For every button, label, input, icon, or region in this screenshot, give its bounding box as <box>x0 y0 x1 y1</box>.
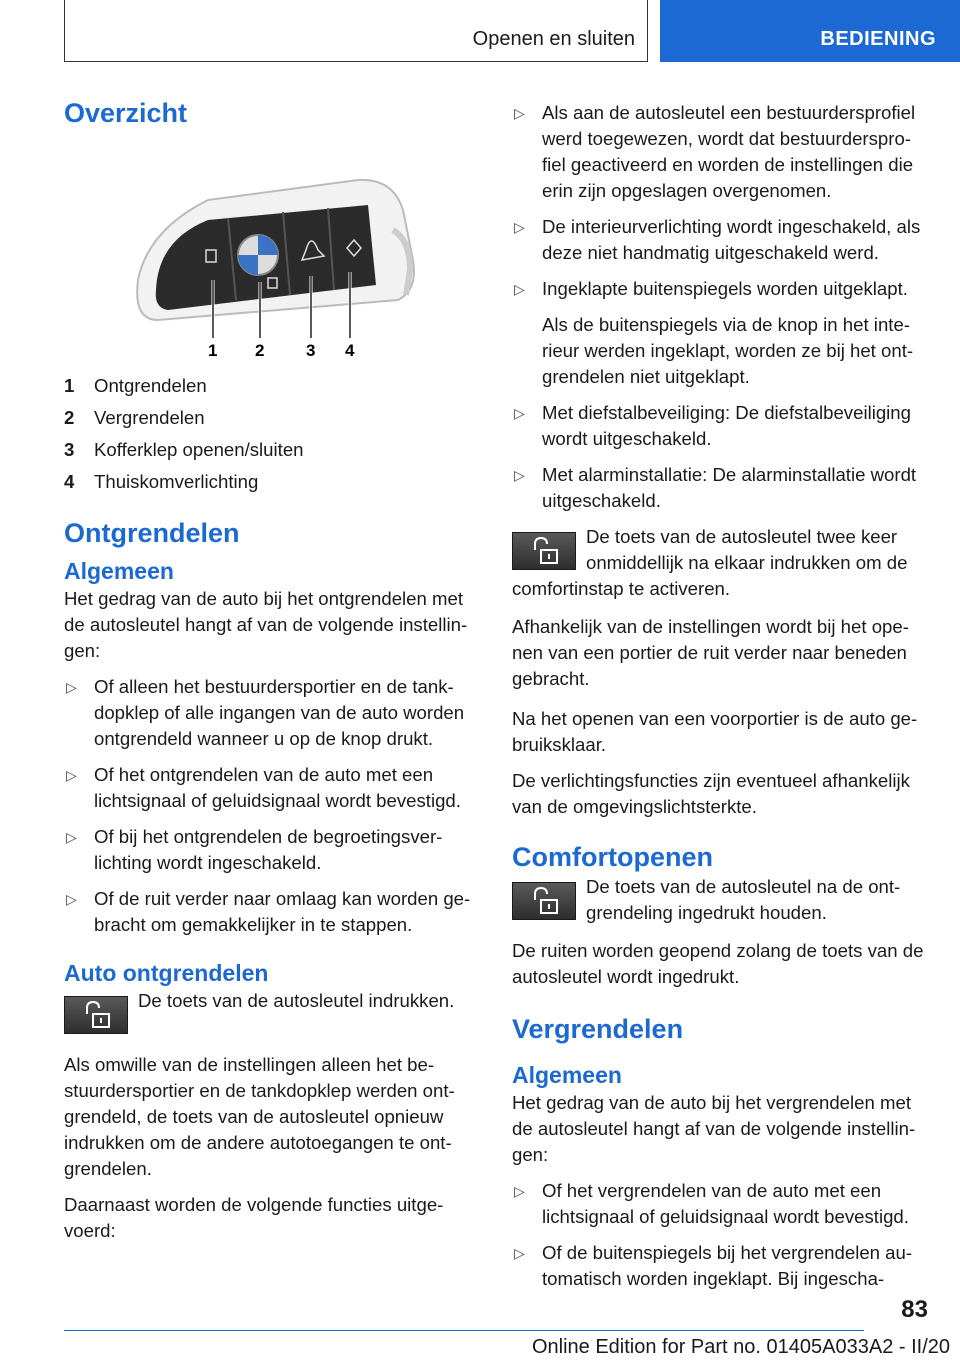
heading-algemeen: Algemeen <box>64 558 174 584</box>
list-item-text: Of het vergrendelen van de auto met een lichtsignaal of geluidsignaal wordt bevestigd. <box>542 1180 909 1227</box>
legend-label: Vergrendelen <box>94 407 205 428</box>
left-column <box>64 96 478 1254</box>
heading-vergrendelen: Vergrendelen <box>512 1014 684 1044</box>
legend-item <box>64 434 478 466</box>
list-item-text: Of bij het ontgrendelen de begroetingsver‐lichting wordt ingeschakeld. <box>94 826 443 873</box>
heading-auto-ontgrendelen: Auto ontgrendelen <box>64 960 269 986</box>
unlock-key-icon <box>64 996 128 1034</box>
list-item <box>64 762 478 814</box>
bullet-triangle-icon: ▷ <box>66 829 77 845</box>
bullet-triangle-icon: ▷ <box>514 105 525 121</box>
bullet-triangle-icon: ▷ <box>66 891 77 907</box>
list-item <box>64 886 478 938</box>
legend-number: 4 <box>64 471 75 492</box>
list-item-text: Of alleen het bestuurdersportier en de tank‐dopklep of alle ingangen van de auto worden ontgrendeld wanneer u op de knop drukt. <box>94 676 465 749</box>
paragraph-verlichting: De verlichtingsfuncties zijn eventueel afhankelijk van de omgevingslichtsterkte. <box>512 770 910 817</box>
bullet-list-functies-2 <box>512 400 926 514</box>
list-item <box>512 1178 926 1230</box>
header-section-title: Openen en sluiten <box>472 28 635 50</box>
icon-paragraph <box>512 524 926 602</box>
icon-paragraph <box>512 874 926 926</box>
paragraph-omwille: Als omwille van de instellingen alleen het be‐stuurdersportier en de tankdopklep werden ont‐grendeld, de toets van de autosleutel opnieuw indrukken om de andere autotoegangen te ont‐grendelen. <box>64 1054 455 1179</box>
legend-number: 1 <box>64 375 75 396</box>
car-key-illustration <box>128 170 418 360</box>
paragraph-daarnaast: Daarnaast worden de volgende functies uitge‐voerd: <box>64 1194 444 1241</box>
header-chapter-tab: BEDIENING <box>660 0 960 62</box>
legend-label: Kofferklep openen/sluiten <box>94 439 304 460</box>
page-number: 83 <box>901 1296 928 1323</box>
list-item <box>512 214 926 266</box>
bullet-triangle-icon: ▷ <box>514 1183 525 1199</box>
bullet-triangle-icon: ▷ <box>514 405 525 421</box>
bullet-list-ontgrendelen <box>64 674 478 938</box>
legend-label: Thuiskomverlichting <box>94 471 259 492</box>
list-item <box>512 100 926 204</box>
list-item-text: Ingeklapte buitenspiegels worden uitgeklapt. <box>542 278 908 299</box>
paragraph-auto-icon: De toets van de autosleutel indrukken. <box>138 990 455 1011</box>
list-item-text: De interieurverlichting wordt ingeschakeld, als deze niet handmatig uitgeschakeld werd. <box>542 216 921 263</box>
footer-edition: Online Edition for Part no. 01405A033A2 - II/20 <box>531 1336 950 1358</box>
legend-item <box>64 402 478 434</box>
paragraph-spiegels-sub: Als de buitenspiegels via de knop in het inte‐rieur werden ingeklapt, worden ze bij het ont‐grendelen niet uitgeklapt. <box>542 314 914 387</box>
list-item <box>512 400 926 452</box>
list-item <box>64 824 478 876</box>
paragraph-afhankelijk: Afhankelijk van de instellingen wordt bij het ope‐nen van een portier de ruit verder naar beneden gebracht. <box>512 616 909 689</box>
key-legend <box>64 370 478 498</box>
bullet-list-vergrendelen <box>512 1178 926 1292</box>
paragraph-comfort-icon: De toets van de autosleutel na de ont‐grendeling ingedrukt houden. <box>586 876 901 923</box>
paragraph-twee-keer: De toets van de autosleutel twee keer onmiddellijk na elkaar indrukken om de comfortinstap te activeren. <box>512 526 908 599</box>
bullet-triangle-icon: ▷ <box>514 281 525 297</box>
bullet-list-functies <box>512 100 926 302</box>
heading-algemeen-vergrendelen: Algemeen <box>512 1062 622 1088</box>
list-item-text: Of de ruit verder naar omlaag kan worden ge‐bracht om gemakkelijker in te stappen. <box>94 888 471 935</box>
paragraph-algemeen: Het gedrag van de auto bij het ontgrendelen met de autosleutel hangt af van de volgende instellin‐gen: <box>64 588 468 661</box>
legend-item <box>64 370 478 402</box>
legend-label: Ontgrendelen <box>94 375 207 396</box>
unlock-key-icon <box>512 882 576 920</box>
footer-divider <box>64 1330 864 1331</box>
list-item-text: Of het ontgrendelen van de auto met een lichtsignaal of geluidsignaal wordt bevestigd. <box>94 764 461 811</box>
key-label-2: 2 <box>255 341 265 360</box>
list-item <box>64 674 478 752</box>
legend-item <box>64 466 478 498</box>
heading-ontgrendelen: Ontgrendelen <box>64 518 240 548</box>
key-label-3: 3 <box>306 341 316 360</box>
paragraph-algemeen-vergrendelen: Het gedrag van de auto bij het vergrendelen met de autosleutel hangt af van de volgende instellin‐gen: <box>512 1092 916 1165</box>
right-column <box>512 100 926 1302</box>
list-item-text: Of de buitenspiegels bij het vergrendelen au‐tomatisch worden ingeklapt. Bij ingescha‐ <box>542 1242 913 1289</box>
paragraph-ruiten: De ruiten worden geopend zolang de toets van de autosleutel wordt ingedrukt. <box>512 940 924 987</box>
list-item <box>512 1240 926 1292</box>
list-item-text: Als aan de autosleutel een bestuurdersprofiel werd toegewezen, wordt dat bestuurderspro‐fiel geactiveerd en worden de instellingen die erin zijn opgeslagen overgenomen. <box>542 102 916 201</box>
list-item <box>512 276 926 302</box>
heading-overzicht: Overzicht <box>64 98 188 128</box>
icon-paragraph <box>64 988 478 1040</box>
unlock-key-icon <box>512 532 576 570</box>
bullet-triangle-icon: ▷ <box>514 219 525 235</box>
key-label-1: 1 <box>208 341 218 360</box>
bullet-triangle-icon: ▷ <box>66 767 77 783</box>
bullet-triangle-icon: ▷ <box>514 1245 525 1261</box>
paragraph-voorportier: Na het openen van een voorportier is de auto ge‐bruiksklaar. <box>512 708 918 755</box>
legend-number: 3 <box>64 439 75 460</box>
bullet-triangle-icon: ▷ <box>514 467 525 483</box>
key-label-4: 4 <box>345 341 355 360</box>
legend-number: 2 <box>64 407 75 428</box>
heading-comfortopenen: Comfortopenen <box>512 842 713 872</box>
list-item-text: Met alarminstallatie: De alarminstallatie wordt uitgeschakeld. <box>542 464 917 511</box>
car-key-icon <box>128 170 418 360</box>
bullet-triangle-icon: ▷ <box>66 679 77 695</box>
list-item-text: Met diefstalbeveiliging: De diefstalbeveiliging wordt uitgeschakeld. <box>542 402 911 449</box>
list-item <box>512 462 926 514</box>
